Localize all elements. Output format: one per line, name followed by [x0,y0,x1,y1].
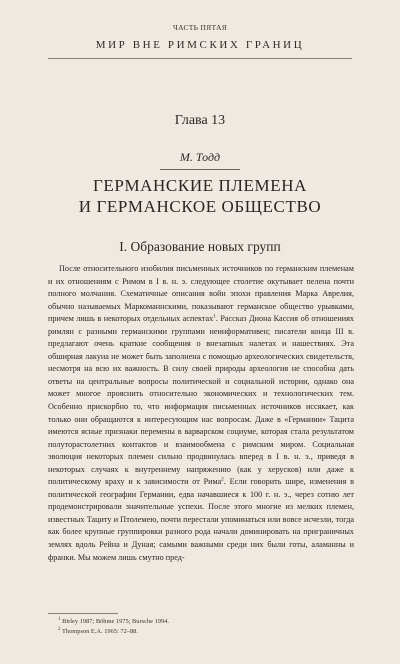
body-text-part-2: . Рассказ Диона Кассия об отношениях римлян с разными германскими группами неинформативен; писатели конца III в. предлагают очень краткие сообщения о внезапных налетах и нашествиях. Эта обширная лакуна не может быть заполнена с помощью археологических свидетельств, несмотря на всю их важность. В силу своей природы археология не способна дать ответы на центральные вопросы политической и социальной истории, однако она может многое прояснить относительно экономических и технологических тем. Особенно прискорбно то, что информация письменных источников иссякает, как только они обращаются к интересующим нас вопросам. Даже в «Германии» Тацита имеются ясные признаки перемены в варварском социуме, которая стала результатом полуторастолетних контактов и взаимообмена с римским миром. Социальная эволюция некоторых племен сильно продвинулась вперед в I в. н. э., приведя в некоторых случаях к внутреннему напряжению (как у херусков) или даже к политическому краху и к зависимости от Рима [48,314,355,487]
footnote-1 [48,617,354,627]
footnote-text: Thompson E.A. 1965: 72–88. [61,628,138,635]
part-title: МИР ВНЕ РИМСКИХ ГРАНИЦ [95,39,305,51]
footnote-number: 1 [58,616,61,622]
body-text-part-3: . Если говорить шире, изменения в политической географии Германии, едва начавшиеся к 100 г. н. э., через сотню лет продемонстрировали значительные успехи. После этого многие из мелких племен, известных Тациту и Птолемею, почти перестали упоминаться или вовсе исчезли, тогда как более крупные группировки разного рода начали доминировать на приграничных землях вдоль Рейна и Дуная; самыми важными среди них были готы, аламанны и франки. Мы можем лишь смутно пред- [48,477,355,562]
footnote-text: Birley 1987; Böhme 1975; Bursche 1994. [62,618,169,625]
chapter-number: Глава 13 [174,113,226,128]
footnote-number: 2 [58,626,61,632]
author-divider [160,169,240,170]
section-title: I. Образование новых групп [119,239,281,254]
body-text [48,263,354,564]
body-text-part-1: После относительного изобилия письменных источников по германским племенам и их отношениям с Римом в I в. н. э. следующее столетие окутывает пелена почти полного молчания. Схематичные описания войн эпохи правления Марка Аврелия, обычно называемых Маркоманнскими, показывают германское общество урывками, причем лишь в некоторых отдельных аспектах [48,264,354,324]
header-divider [48,58,352,59]
chapter-title [0,175,400,217]
footnotes [48,617,354,637]
chapter-title-line-2: И ГЕРМАНСКОЕ ОБЩЕСТВО [78,197,322,216]
footnote-2 [48,627,354,637]
footnote-ref-1: 1 [213,314,216,320]
part-label: ЧАСТЬ ПЯТАЯ [172,23,228,32]
footnote-ref-2: 2 [221,477,224,483]
body-paragraph [48,263,354,564]
chapter-author: М. Тодд [179,150,221,164]
footnote-divider [48,613,118,614]
chapter-title-line-1: ГЕРМАНСКИЕ ПЛЕМЕНА [93,176,307,195]
